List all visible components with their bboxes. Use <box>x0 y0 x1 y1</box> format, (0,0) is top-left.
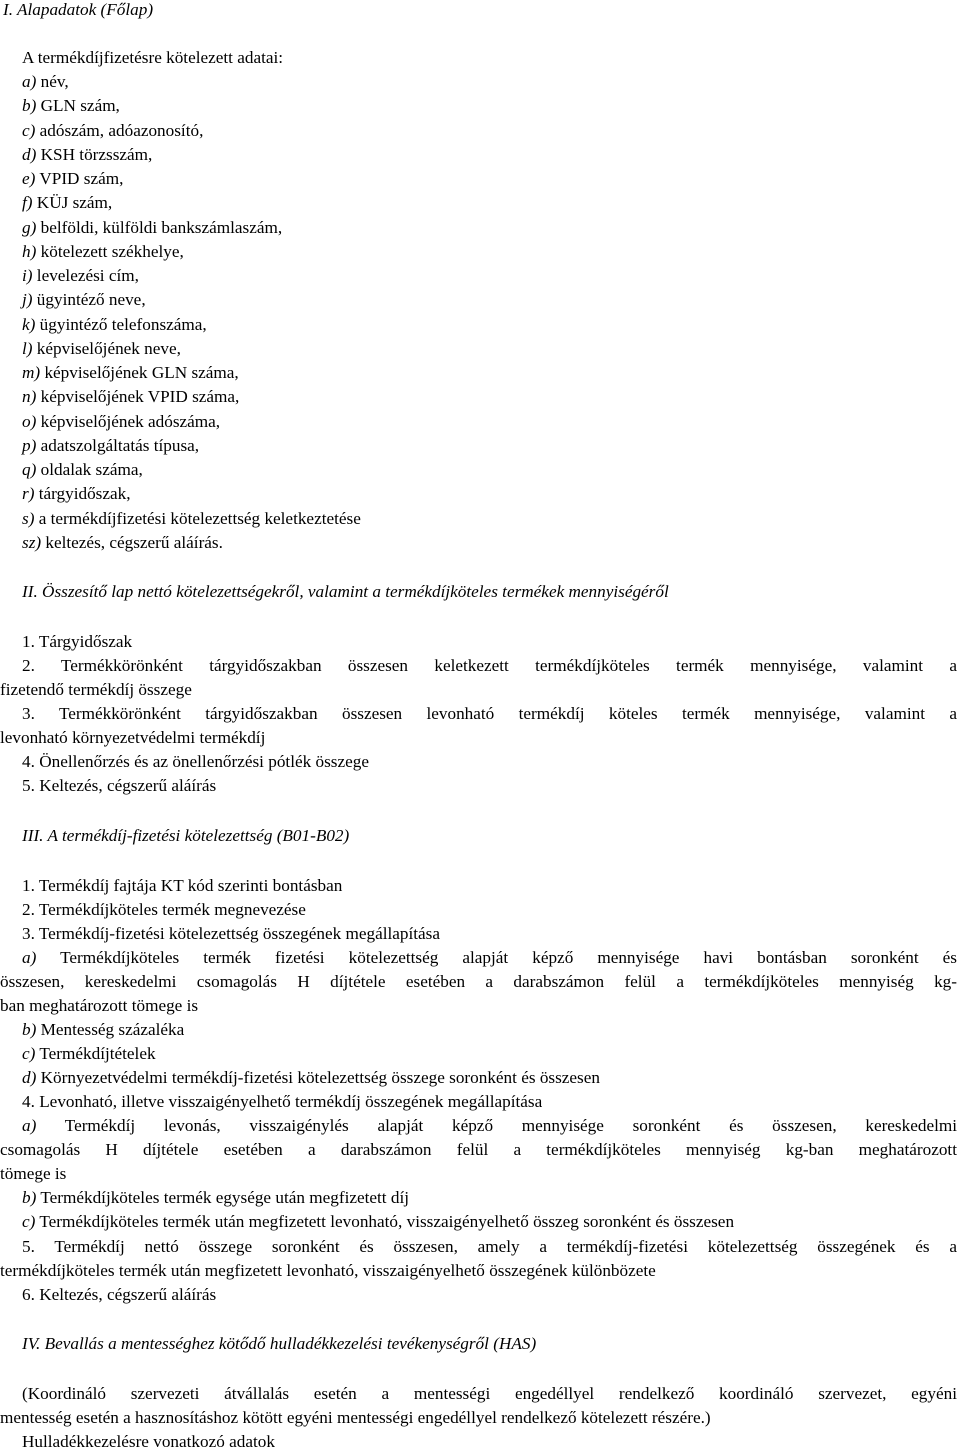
list-item-text: a termékdíjfizetési kötelezettség keletkeztetése <box>38 509 361 528</box>
list-item-label: i) <box>22 266 33 285</box>
list-item-text: GLN szám, <box>40 96 120 115</box>
list-item-label: sz) <box>22 533 42 552</box>
list-item-label: s) <box>22 509 35 528</box>
list-item-text: képviselőjének adószáma, <box>40 412 221 431</box>
list-item-label: r) <box>22 484 35 503</box>
sec3-3a-label: a) <box>22 948 37 967</box>
list-item-label: o) <box>22 412 37 431</box>
section-3-title: III. A termékdíj-fizetési kötelezettség (B01-B02) <box>22 826 350 845</box>
list-item-text: KÜJ szám, <box>36 193 113 212</box>
list-item <box>22 193 112 213</box>
list-item-label: b) <box>22 96 37 115</box>
sec3-3d <box>22 1068 600 1088</box>
list-item <box>22 412 220 432</box>
sec3-item-2: 2. Termékdíjköteles termék megnevezése <box>22 900 306 919</box>
sec4-para-line2: mentesség esetén a hasznosításhoz kötött egyéni mentességi engedéllyel rendelkező kötelezett részére.) <box>0 1408 711 1427</box>
list-item-label: j) <box>22 290 33 309</box>
sec3-item-1: 1. Termékdíj fajtája KT kód szerinti bontásban <box>22 876 343 895</box>
sec3-3d-text: Környezetvédelmi termékdíj-fizetési kötelezettség összege soronként és összesen <box>40 1068 600 1087</box>
sec3-3c-label: c) <box>22 1044 36 1063</box>
sec2-item-3-line1: 3. Termékkörönként tárgyidőszakban összesen levonható termékdíj köteles termék mennyisége, valamint a <box>22 704 957 723</box>
sec3-4a-label: a) <box>22 1116 37 1135</box>
list-item <box>22 242 184 262</box>
list-item <box>22 533 223 553</box>
list-item-text: oldalak száma, <box>40 460 143 479</box>
list-item-text: képviselőjének neve, <box>36 339 181 358</box>
list-item <box>22 436 199 456</box>
sec3-3b-text: Mentesség százaléka <box>40 1020 185 1039</box>
list-item <box>22 339 181 359</box>
section-2-title: II. Összesítő lap nettó kötelezettségekről, valamint a termékdíjköteles termékek mennyiségéről <box>22 582 669 601</box>
sec3-4a-text1: Termékdíj levonás, visszaigénylés alapját képző mennyisége soronként és összesen, kereskedelmi <box>64 1116 957 1135</box>
list-item-text: kötelezett székhelye, <box>40 242 184 261</box>
list-item-label: q) <box>22 460 37 479</box>
sec2-item-1: 1. Tárgyidőszak <box>22 632 133 651</box>
sec2-item-2-line1: 2. Termékkörönként tárgyidőszakban összesen keletkezett termékdíjköteles termék mennyisége, valamint a <box>22 656 957 675</box>
sec3-4a-line3: tömege is <box>0 1164 67 1183</box>
sec3-3d-label: d) <box>22 1068 37 1087</box>
list-item-label: l) <box>22 339 33 358</box>
list-item-label: g) <box>22 218 37 237</box>
sec3-3a-line2: összesen, kereskedelmi csomagolás H díjtétele esetében a darabszámon felül a termékdíjköteles mennyiség kg- <box>0 972 957 991</box>
sec3-4a-line1 <box>22 1116 957 1136</box>
sec3-4b-label: b) <box>22 1188 37 1207</box>
sec3-item-5-line2: termékdíjköteles termék után megfizetett levonható, visszaigényelhető összegének különbözete <box>0 1261 656 1280</box>
sec3-4c <box>22 1212 734 1232</box>
list-item-label: h) <box>22 242 37 261</box>
list-item <box>22 460 143 480</box>
sec3-3c-text: Termékdíjtételek <box>39 1044 156 1063</box>
list-item-text: ügyintéző telefonszáma, <box>39 315 207 334</box>
list-item-label: d) <box>22 145 37 164</box>
list-item <box>22 72 69 92</box>
sec3-3a-line3: ban meghatározott tömege is <box>0 996 199 1015</box>
list-item-label: k) <box>22 315 36 334</box>
section-1-title: I. Alapadatok (Főlap) <box>3 0 154 19</box>
sec3-4b-text: Termékdíjköteles termék egysége után megfizetett díj <box>40 1188 409 1207</box>
sec3-3a-line1 <box>22 948 957 968</box>
list-item-text: adatszolgáltatás típusa, <box>40 436 200 455</box>
sec3-item-5-line1: 5. Termékdíj nettó összege soronként és összesen, amely a termékdíj-fizetési kötelezettség összegének és a <box>22 1237 957 1256</box>
list-item <box>22 363 239 383</box>
sec3-4b <box>22 1188 409 1208</box>
list-item <box>22 266 139 286</box>
list-item-label: c) <box>22 121 36 140</box>
list-item-text: képviselőjének VPID száma, <box>40 387 240 406</box>
list-item <box>22 96 120 116</box>
list-item-text: VPID szám, <box>39 169 124 188</box>
list-item-text: név, <box>40 72 69 91</box>
sec2-item-4: 4. Önellenőrzés és az önellenőrzési pótlék összege <box>22 752 369 771</box>
list-item <box>22 315 207 335</box>
sec3-item-6: 6. Keltezés, cégszerű aláírás <box>22 1285 217 1304</box>
list-item-label: e) <box>22 169 36 188</box>
sec3-4a-line2: csomagolás H díjtétele esetében a darabszámon felül a termékdíjköteles mennyiség kg-ban meghatározott <box>0 1140 957 1159</box>
sec2-item-2-line2: fizetendő termékdíj összege <box>0 680 192 699</box>
list-item-text: adószám, adóazonosító, <box>39 121 204 140</box>
list-item-label: p) <box>22 436 37 455</box>
list-item-text: képviselőjének GLN száma, <box>44 363 239 382</box>
list-item <box>22 290 146 310</box>
list-item <box>22 218 282 238</box>
list-item-text: levelezési cím, <box>36 266 139 285</box>
list-item-label: m) <box>22 363 41 382</box>
list-item <box>22 484 131 504</box>
sec3-3b <box>22 1020 184 1040</box>
list-item-text: KSH törzsszám, <box>40 145 153 164</box>
list-item <box>22 169 123 189</box>
sec3-item-4: 4. Levonható, illetve visszaigényelhető termékdíj összegének megállapítása <box>22 1092 543 1111</box>
section-4-title: IV. Bevallás a mentességhez kötődő hulladékkezelési tevékenységről (HAS) <box>22 1334 537 1353</box>
list-item-text: tárgyidőszak, <box>38 484 131 503</box>
list-item <box>22 145 152 165</box>
sec4-subtitle: Hulladékkezelésre vonatkozó adatok <box>22 1432 275 1451</box>
list-item-text: ügyintéző neve, <box>36 290 146 309</box>
sec3-item-3: 3. Termékdíj-fizetési kötelezettség összegének megállapítása <box>22 924 440 943</box>
list-item-label: a) <box>22 72 37 91</box>
sec3-3b-label: b) <box>22 1020 37 1039</box>
sec2-item-5: 5. Keltezés, cégszerű aláírás <box>22 776 217 795</box>
list-item-label: f) <box>22 193 33 212</box>
list-item-text: belföldi, külföldi bankszámlaszám, <box>40 218 283 237</box>
list-item-text: keltezés, cégszerű aláírás. <box>45 533 223 552</box>
list-item <box>22 121 203 141</box>
list-item <box>22 509 361 529</box>
sec3-4c-label: c) <box>22 1212 36 1231</box>
list-item <box>22 387 239 407</box>
sec3-4c-text: Termékdíjköteles termék után megfizetett levonható, visszaigényelhető összeg soronként és összesen <box>39 1212 735 1231</box>
sec2-item-3-line2: levonható környezetvédelmi termékdíj <box>0 728 266 747</box>
section-1-intro: A termékdíjfizetésre kötelezett adatai: <box>22 48 284 67</box>
sec3-3a-text1: Termékdíjköteles termék fizetési kötelezettség alapját képző mennyisége havi bontásban soronként és <box>60 948 957 967</box>
list-item-label: n) <box>22 387 37 406</box>
sec3-3c <box>22 1044 156 1064</box>
sec4-para-line1: (Koordináló szervezeti átvállalás esetén a mentességi engedéllyel rendelkező koordináló szervezet, egyéni <box>22 1384 957 1403</box>
